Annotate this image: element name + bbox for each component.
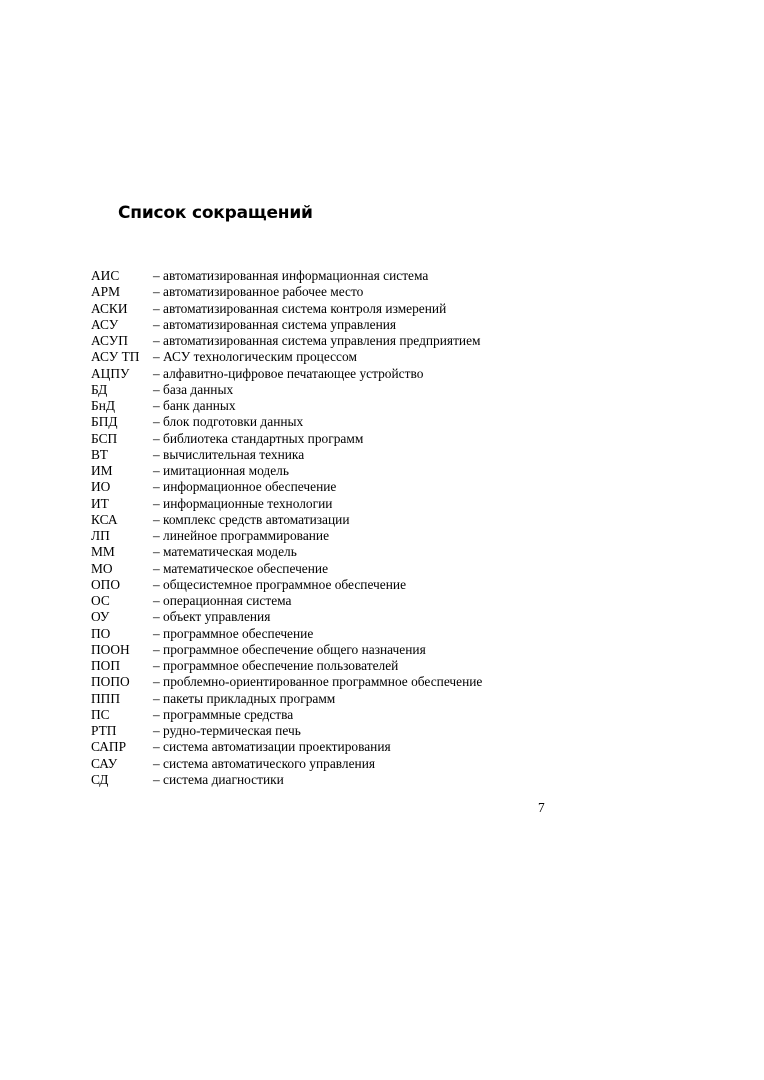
abbreviation-definition: – пакеты прикладных программ	[153, 690, 336, 706]
abbreviation-definition: – автоматизированное рабочее место	[153, 284, 364, 300]
abbreviation-term: ПО	[91, 625, 111, 641]
abbreviation-row	[91, 674, 482, 690]
abbreviation-term: АИС	[91, 268, 120, 283]
abbreviation-definition: – автоматизированная система управления предприятием	[153, 333, 481, 348]
abbreviation-row	[91, 284, 482, 300]
abbreviation-row	[91, 561, 482, 577]
abbreviation-row	[91, 479, 482, 495]
abbreviation-term: САУ	[91, 755, 118, 771]
abbreviation-row	[91, 707, 482, 723]
abbreviation-definition: – система автоматического управления	[153, 755, 376, 771]
abbreviation-row	[91, 431, 482, 447]
abbreviation-definition: – объект управления	[153, 609, 271, 625]
abbreviation-definition: – общесистемное программное обеспечение	[153, 576, 407, 592]
abbreviation-definition: – банк данных	[153, 398, 236, 413]
abbreviation-term: ИТ	[91, 495, 109, 511]
abbreviation-term: ПС	[91, 706, 110, 722]
abbreviation-row	[91, 317, 482, 333]
abbreviation-term: БнД	[91, 398, 115, 413]
abbreviation-term: РТП	[91, 723, 117, 738]
abbreviation-term: ПООН	[91, 641, 130, 657]
abbreviation-term: ОПО	[91, 576, 121, 592]
abbreviation-row	[91, 577, 482, 593]
page-title: Список сокращений	[118, 203, 313, 223]
abbreviation-definition: – комплекс средств автоматизации	[153, 511, 350, 527]
abbreviation-definition: – программные средства	[153, 706, 294, 722]
abbreviation-row	[91, 626, 482, 642]
abbreviation-definition: – автоматизированная система управления	[153, 316, 397, 332]
abbreviation-definition: – информационное обеспечение	[153, 479, 337, 495]
abbreviation-term: ППП	[91, 690, 121, 706]
abbreviation-definition: – программное обеспечение пользователей	[153, 658, 399, 673]
abbreviation-term: ПОПО	[91, 674, 130, 690]
abbreviation-row	[91, 447, 482, 463]
abbreviation-list	[91, 268, 482, 788]
abbreviation-row	[91, 349, 482, 365]
abbreviation-row	[91, 658, 482, 674]
abbreviation-row	[91, 333, 482, 349]
abbreviation-row	[91, 301, 482, 317]
abbreviation-definition: – рудно-термическая печь	[153, 723, 301, 738]
abbreviation-term: ЛП	[91, 528, 110, 543]
abbreviation-row	[91, 414, 482, 430]
abbreviation-definition: – алфавитно-цифровое печатающее устройство	[153, 365, 424, 381]
abbreviation-row	[91, 593, 482, 609]
abbreviation-definition: – операционная система	[153, 593, 292, 608]
abbreviation-definition: – база данных	[153, 381, 234, 397]
abbreviation-definition: – проблемно-ориентированное программное обеспечение	[153, 674, 483, 690]
abbreviation-term: ИО	[91, 479, 111, 495]
abbreviation-term: САПР	[91, 739, 127, 755]
page-number: 7	[538, 800, 545, 815]
abbreviation-term: ПОП	[91, 658, 121, 673]
abbreviation-definition: – автоматизированная информационная система	[153, 268, 429, 283]
abbreviation-definition: – программное обеспечение общего назначения	[153, 641, 426, 657]
abbreviation-term: ММ	[91, 544, 115, 560]
abbreviation-definition: – информационные технологии	[153, 495, 333, 511]
abbreviation-definition: – система диагностики	[153, 771, 284, 787]
abbreviation-term: ВТ	[91, 446, 108, 462]
abbreviation-term: БД	[91, 381, 108, 397]
abbreviation-definition: – линейное программирование	[153, 528, 330, 543]
abbreviation-term: БПД	[91, 414, 118, 430]
abbreviation-definition: – автоматизированная система контроля измерений	[153, 300, 447, 316]
abbreviation-term: БСП	[91, 430, 118, 446]
abbreviation-row	[91, 496, 482, 512]
abbreviation-definition: – библиотека стандартных программ	[153, 430, 364, 446]
abbreviation-term: ОС	[91, 593, 110, 608]
abbreviation-definition: – имитационная модель	[153, 463, 289, 478]
abbreviation-row	[91, 512, 482, 528]
abbreviation-term: АСУ	[91, 316, 119, 332]
abbreviation-term: СД	[91, 771, 109, 787]
abbreviation-row	[91, 398, 482, 414]
abbreviation-definition: – математическое обеспечение	[153, 560, 329, 576]
abbreviation-row	[91, 609, 482, 625]
abbreviation-definition: – блок подготовки данных	[153, 414, 304, 430]
abbreviation-row	[91, 739, 482, 755]
abbreviation-row	[91, 528, 482, 544]
abbreviation-row	[91, 723, 482, 739]
abbreviation-term: АСУ ТП	[91, 349, 140, 365]
abbreviation-term: ИМ	[91, 463, 113, 478]
abbreviation-definition: – математическая модель	[153, 544, 297, 560]
abbreviation-term: МО	[91, 560, 113, 576]
abbreviation-definition: – программное обеспечение	[153, 625, 314, 641]
abbreviation-row	[91, 544, 482, 560]
abbreviation-row	[91, 268, 482, 284]
abbreviation-definition: – вычислительная техника	[153, 446, 305, 462]
abbreviation-row	[91, 756, 482, 772]
abbreviation-row	[91, 642, 482, 658]
abbreviation-row	[91, 463, 482, 479]
abbreviation-term: АСУП	[91, 333, 128, 348]
abbreviation-term: АСКИ	[91, 300, 128, 316]
abbreviation-row	[91, 772, 482, 788]
abbreviation-term: ОУ	[91, 609, 110, 625]
abbreviation-definition: – АСУ технологическим процессом	[153, 349, 357, 365]
abbreviation-term: АЦПУ	[91, 365, 130, 381]
abbreviation-row	[91, 691, 482, 707]
abbreviation-definition: – система автоматизации проектирования	[153, 739, 391, 755]
abbreviation-term: АРМ	[91, 284, 121, 300]
abbreviation-row	[91, 366, 482, 382]
abbreviation-row	[91, 382, 482, 398]
abbreviation-term: КСА	[91, 511, 118, 527]
